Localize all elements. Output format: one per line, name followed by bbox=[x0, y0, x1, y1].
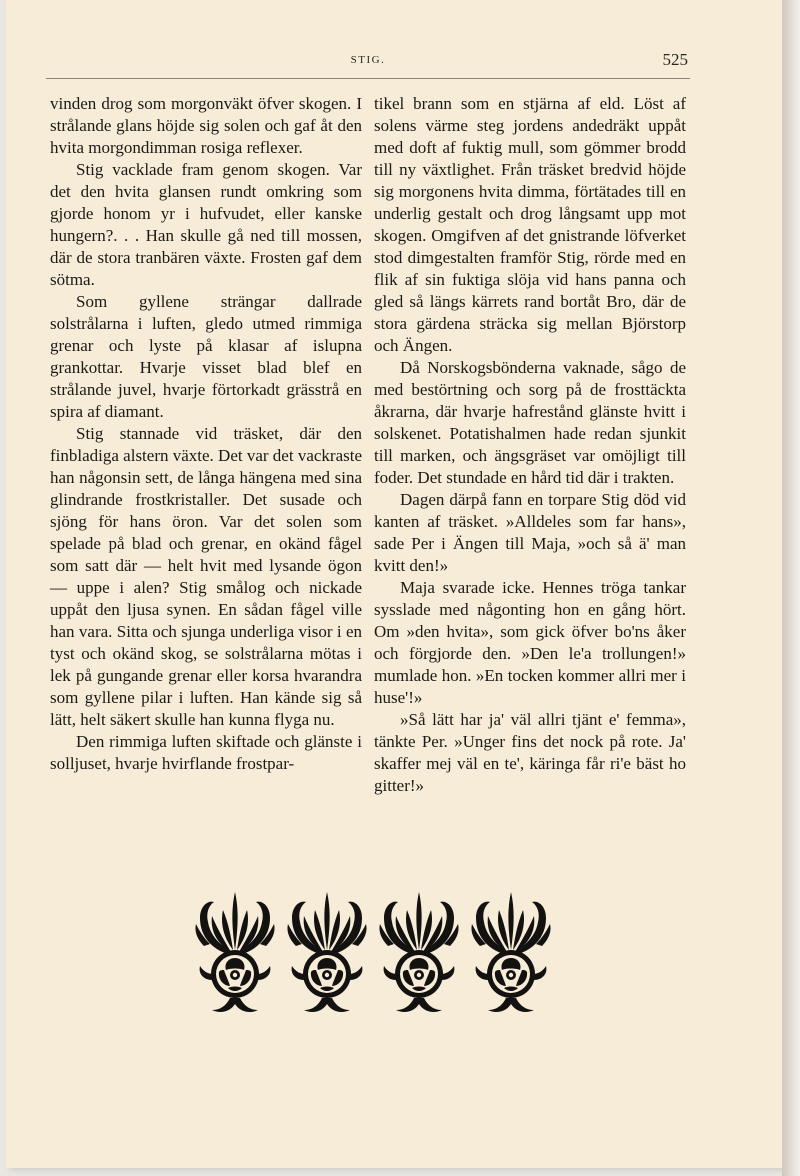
paragraph: Maja svarade icke. Hennes tröga tankar sysslade med någonting hon en gång hört. Om »den hvita», som gick öfver bo'ns åker och förgjorde den. »Den le'a trollungen!» mumlade hon. »En tocken kommer allri mer i huse'!» bbox=[374, 578, 686, 707]
paragraph: Dagen därpå fann en torpare Stig död vid kanten af träsket. »Alldeles som far hans», sade Per i Ängen till Maja, »och så ä' man kvitt den!» bbox=[374, 490, 686, 575]
page-number: 525 bbox=[662, 50, 688, 69]
floral-motif-icon bbox=[287, 892, 366, 1012]
paragraph: vinden drog som morgonväkt öfver skogen. I strålande glans höjde sig solen och gaf åt den hvita morgondimman rosiga reflexer. bbox=[50, 94, 362, 157]
floral-motif-icon bbox=[195, 892, 274, 1012]
paragraph: Den rimmiga luften skiftade och glänste i solljuset, hvarje hvirflande frostpar- bbox=[50, 732, 362, 773]
running-head bbox=[46, 52, 690, 79]
running-title: STIG. bbox=[350, 54, 386, 66]
floral-motif-icon bbox=[471, 892, 550, 1012]
paragraph: Då Norskogsbönderna vaknade, sågo de med bestörtning och sorg på de frosttäckta åkrarna, där hvarje hafrestånd glänste hvitt i solskenet. Potatishalmen hade redan sjunkit till marken, och ängsgräset var omöjligt till foder. Det stundade en hård tid där i trakten. bbox=[374, 358, 686, 487]
floral-tailpiece-icon bbox=[190, 888, 554, 1018]
right-column bbox=[374, 93, 686, 797]
paragraph: tikel brann som en stjärna af eld. Löst af solens värme steg jordens andedräkt uppåt med doft af fuktig mull, som gömmer brodd till ny växtlighet. Från träsket bredvid höjde sig morgonens hvita dimma, förtätades till en underlig gestalt och drog långsamt upp mot skogen. Omgifven af det gnistrande löfverket stod dimgestalten framför Stig, rörde med en flik af sin fuktiga slöja vid hans panna och gled så längs kärrets rand bortåt Bro, där de stora gärdena sträcka sig mellan Björstorp och Ängen. bbox=[374, 94, 686, 355]
left-column bbox=[50, 93, 362, 775]
paragraph: »Så lätt har ja' väl allri tjänt e' femma», tänkte Per. »Unger fins det nock på rote. Ja' skaffer mej väl en te', käringa får ri'e bäst ho gitter!» bbox=[374, 710, 686, 795]
floral-motif-icon bbox=[379, 892, 458, 1012]
book-page bbox=[6, 0, 782, 1168]
paragraph: Stig vacklade fram genom skogen. Var det den hvita glansen rundt omkring som gjorde honom yr i hufvudet, eller kanske hungern?. . . Han skulle gå ned till mossen, där de stora tranbären växte. Frosten gaf dem sötma. bbox=[50, 160, 362, 289]
paragraph: Som gyllene strängar dallrade solstrålarna i luften, gledo utmed rimmiga grenar och lyste på klasar af islupna grankottar. Hvarje visset blad blef en strålande juvel, hvarje förtorkadt grässtrå en spira af diamant. bbox=[50, 292, 362, 421]
paragraph: Stig stannade vid träsket, där den finbladiga alstern växte. Det var det vackraste han någonsin sett, de långa hängena med sina glindrande frostkristaller. Det susade och sjöng för hans öron. Var det solen som spelade på blad och grenar, en okänd fågel som satt där — helt hvit med lysande ögon — uppe i alen? Stig smålog och nickade uppåt den ljusa synen. En sådan fågel ville han vara. Sitta och sjunga underliga visor i en tyst och okänd skog, se solstrålarna mötas i lek på gungande grenar eller korsa hvarandra som gyllene pilar i luften. Han kände sig så lätt, helt säkert skulle han kunna flyga nu. bbox=[50, 424, 363, 729]
page-edge bbox=[782, 0, 800, 1176]
